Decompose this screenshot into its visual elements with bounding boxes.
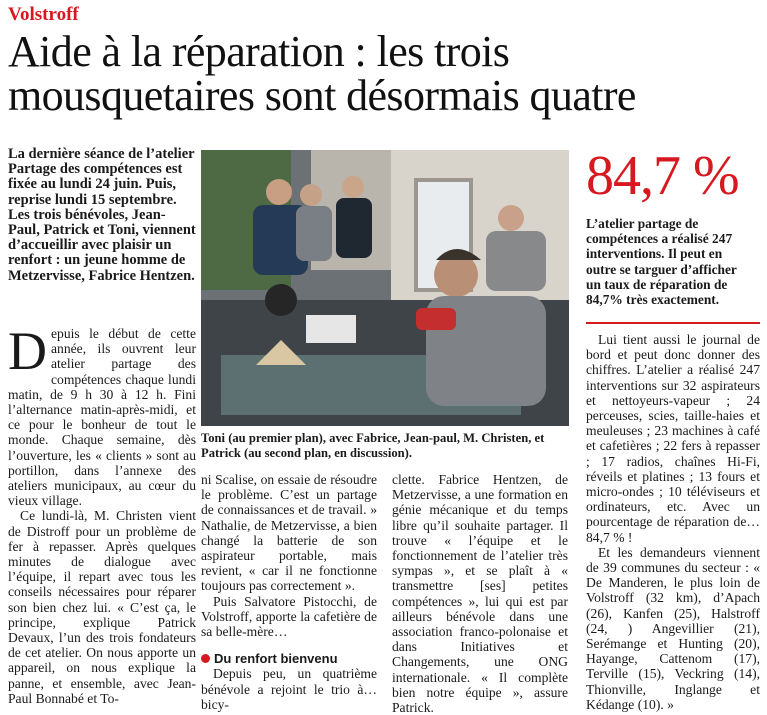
body-paragraph: Et les demandeurs viennent de 39 communes du secteur : « De Manderen, le plus loin de Volstroff (32 km), d’Apach (26), Kanfen (25), Halstroff (24, ) Angevillier (21), Serémange et Hunting (20), Hayange, Cattenom (17), Terville (15), Veckring (14), Thionville, Inglange et Kédange (10). » bbox=[586, 544, 760, 712]
subheading bbox=[201, 651, 377, 666]
bullet-icon bbox=[201, 654, 210, 663]
workshop-photo-illustration bbox=[201, 150, 569, 426]
body-paragraph bbox=[8, 321, 196, 509]
photo-caption: Toni (au premier plan), avec Fabrice, Jean-paul, M. Christen, et Patrick (au second plan, en discussion). bbox=[201, 431, 545, 460]
body-column-1 bbox=[8, 321, 196, 706]
body-paragraph: Ce lundi-là, M. Christen vient de Distroff pour un problème de fer à repasser. Après quelques minutes de dialogue avec l’équipe, il repart avec tous les conseils nécessaires pour réparer son bien chez lui. « C’est ça, le principe, explique Patrick Devaux, l’un des trois fondateurs de cet atelier. On nous apporte un appareil, on nous explique la panne, et ensemble, avec Jean-Paul Bonnabé et To- bbox=[8, 508, 196, 706]
subheading-text: Du renfort bienvenu bbox=[214, 651, 338, 667]
drop-cap: D bbox=[8, 321, 47, 381]
paragraph-text: epuis le début de cette année, ils ouvrent leur atelier partage des compétences chaque lundi matin, de 9 h 30 à 12 h. Fini l’alternance matin-après-midi, et ce pour le bonheur de tout le monde. Chaque semaine, dès l’ouverture, les « clients » sont au portillon, dans l’annexe des ateliers municipaux, au cœur du vieux village. bbox=[8, 326, 196, 509]
body-paragraph: ni Scalise, on essaie de résoudre le problème. C’est un partage de connaissances et de travail. » Nathalie, de Metzervisse, a bien changé la batterie de son aspirateur portable, mais revient, « car il ne fonctionne toujours pas correctement ». bbox=[201, 472, 377, 594]
body-column-2 bbox=[201, 472, 377, 712]
headline: Aide à la réparation : les trois mousquetaires sont désormais quatre bbox=[8, 27, 636, 120]
body-paragraph: Puis Salvatore Pistocchi, de Volstroff, apporte la cafetière de sa belle-mère… bbox=[201, 593, 377, 640]
body-column-3 bbox=[392, 472, 568, 715]
body-paragraph: Lui tient aussi le journal de bord et peut donc donner des chiffres. L’atelier a réalisé 247 interventions sur 32 aspirateurs et nettoyeurs-vapeur ; 24 perceuses, scies, taille-haies et meuleuses ; 23 machines à café et cafetières ; 22 fers à repasser ; 17 radios, chaînes Hi-Fi, réveils et platines ; 13 fours et micro-ondes ; 10 téléviseurs et ordinateurs, etc. Avec un pourcentage de réparation de… 84,7 % ! bbox=[586, 332, 760, 545]
article-photo bbox=[201, 150, 569, 426]
lead-paragraph: La dernière séance de l’atelier Partage des compétences est fixée au lundi 24 juin. Puis, reprise lundi 15 septembre. Les trois bénévoles, Jean-Paul, Patrick et Toni, viennent d’accueillir avec plaisir un renfort : un jeune homme de Metzervisse, Fabrice Hentzen. bbox=[8, 146, 196, 284]
stat-divider bbox=[586, 322, 760, 324]
body-column-4 bbox=[586, 332, 760, 712]
body-paragraph: clette. Fabrice Hentzen, de Metzervisse, a une formation en génie mécanique et du temps libre qu’il souhaite partager. Il trouve « l’équipe et le fonctionnement de l’atelier très sympas », et se plaît à « transmettre [ses] petites compétences », lui qui est par ailleurs bénévole dans une association franco-polonaise et dans Initiatives et Changements, une ONG internationale. « Il complète bien notre équipe », assure Patrick. bbox=[392, 472, 568, 715]
stat-number: 84,7 % bbox=[586, 145, 739, 207]
stat-text: L’atelier partage de compétences a réalisé 247 interventions. Il peut en outre se targuer d’afficher un taux de réparation de 84,7% très exactement. bbox=[586, 216, 737, 308]
kicker: Volstroff bbox=[8, 4, 79, 25]
body-paragraph: Depuis peu, un quatrième bénévole a rejoint le trio à… bicy- bbox=[201, 666, 377, 712]
